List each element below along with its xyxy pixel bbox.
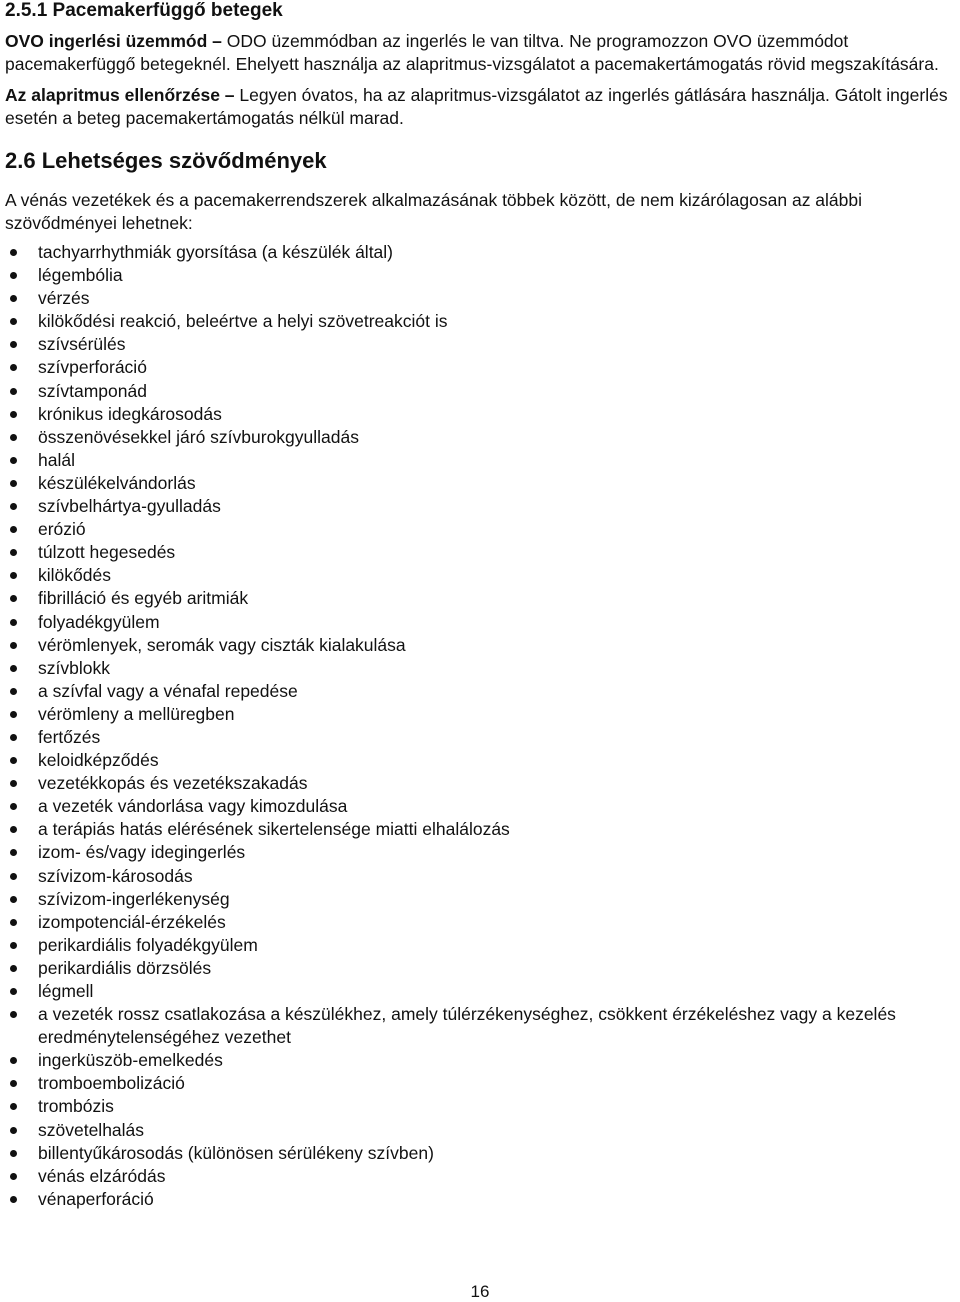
list-item [5,518,957,541]
bullet-icon [10,826,17,833]
list-item-text: szívblokk [38,657,110,678]
bullet-icon [10,572,17,579]
list-item-text: készülékelvándorlás [38,472,196,493]
list-item [5,795,957,818]
list-item-text: túlzott hegesedés [38,542,176,563]
bullet-icon [10,434,17,441]
list-item [5,957,957,980]
section-heading-2-6: 2.6 Lehetséges szövődmények [5,148,327,173]
list-item-text: folyadékgyülem [38,611,160,632]
bullet-icon [10,1173,17,1180]
bullet-icon [10,295,17,302]
list-item-text: vérömleny a mellüregben [38,703,235,724]
paragraph-ovo-mode-text: ODO üzemmódban az ingerlés le van tiltva. Ne programozzon OVO üzemmódot pacemakerfüggő betegeknél. Ehelyett használja az alapritmus-vizsgálatot a pacemakertámogatás rövid megszakítására. [5,31,939,74]
list-item-text: kilökődési reakció, beleértve a helyi szövetreakciót is [38,311,448,332]
document-page [5,0,957,1211]
bullet-icon [10,919,17,926]
list-item [5,772,957,795]
list-item-text: légembólia [38,265,123,286]
list-item [5,611,957,634]
bullet-icon [10,411,17,418]
list-item-text: erózió [38,519,86,540]
bullet-icon [10,388,17,395]
list-item [5,1165,957,1188]
list-item-text: szívbelhártya-gyulladás [38,496,221,517]
list-item-text: a szívfal vagy a vénafal repedése [38,680,298,701]
bullet-icon [10,249,17,256]
list-item-text: tromboembolizáció [38,1073,185,1094]
list-item-text: légmell [38,981,94,1001]
list-item-text: szívtamponád [38,380,147,401]
bullet-icon [10,318,17,325]
bullet-icon [10,988,17,995]
bullet-icon [10,642,17,649]
bullet-icon [10,1150,17,1157]
list-item [5,818,957,841]
list-item-text: a vezeték vándorlása vagy kimozdulása [38,796,348,817]
list-item-text: szövetelhalás [38,1119,145,1140]
list-item [5,934,957,957]
list-item [5,680,957,703]
paragraph-underlying-rhythm-lead: Az alapritmus ellenőrzése – [5,85,235,105]
list-item-text: vezetékkopás és vezetékszakadás [38,773,308,794]
list-item-text: trombózis [38,1096,114,1117]
bullet-icon [10,711,17,718]
list-item-text: keloidképződés [38,750,159,771]
list-item [5,749,957,772]
list-item [5,426,957,449]
bullet-icon [10,457,17,464]
bullet-icon [10,757,17,764]
list-item [5,1188,957,1211]
list-item-text: szívizom-károsodás [38,865,193,886]
bullet-icon [10,873,17,880]
list-item-text: tachyarrhythmiák gyorsítása (a készülék által) [38,242,393,262]
list-item-text: szívperforáció [38,357,147,378]
bullet-icon [10,1057,17,1064]
bullet-icon [10,480,17,487]
list-item [5,310,957,333]
list-item [5,1003,957,1049]
list-item [5,980,957,1003]
complications-intro: A vénás vezetékek és a pacemakerrendszerek alkalmazásának többek között, de nem kizárólagosan az alábbi szövődményei lehetnek: [5,190,863,233]
bullet-icon [10,272,17,279]
bullet-icon [10,1011,17,1018]
list-item-text: összenövésekkel járó szívburokgyulladás [38,426,359,447]
list-item [5,356,957,379]
list-item-text: perikardiális dörzsölés [38,957,212,978]
list-item [5,1049,957,1072]
bullet-icon [10,619,17,626]
bullet-icon [10,734,17,741]
bullet-icon [10,341,17,348]
bullet-icon [10,688,17,695]
list-item-text: vérzés [38,288,90,309]
list-item [5,634,957,657]
bullet-icon [10,1103,17,1110]
list-item [5,888,957,911]
list-item [5,241,957,264]
list-item [5,495,957,518]
bullet-icon [10,595,17,602]
list-item [5,333,957,356]
list-item [5,1142,957,1165]
list-item-text: halál [38,449,75,470]
list-item [5,657,957,680]
list-item [5,911,957,934]
list-item [5,472,957,495]
list-item [5,449,957,472]
list-item-text: vérömlenyek, seromák vagy ciszták kialakulása [38,634,406,655]
list-item-text: izompotenciál-érzékelés [38,911,226,932]
list-item [5,587,957,610]
paragraph-ovo-mode [5,30,957,76]
list-item [5,403,957,426]
list-item [5,841,957,864]
list-item [5,865,957,888]
bullet-icon [10,849,17,856]
bullet-icon [10,942,17,949]
complications-list [5,241,957,1211]
section-heading-2-5-1: 2.5.1 Pacemakerfüggő betegek [5,0,283,21]
list-item [5,380,957,403]
list-item-text: a terápiás hatás elérésének sikertelensége miatti elhalálozás [38,819,510,840]
list-item-text: izom- és/vagy idegingerlés [38,842,246,863]
bullet-icon [10,1080,17,1087]
list-item-text: vénás elzáródás [38,1165,166,1186]
list-item-text: perikardiális folyadékgyülem [38,934,258,955]
list-item [5,264,957,287]
bullet-icon [10,1127,17,1134]
paragraph-ovo-mode-lead: OVO ingerlési üzemmód – [5,31,222,51]
list-item-text: ingerküszöb-emelkedés [38,1050,223,1071]
list-item [5,1119,957,1142]
page-number: 16 [470,1282,490,1301]
list-item-text: szívizom-ingerlékenység [38,888,230,909]
bullet-icon [10,364,17,371]
paragraph-underlying-rhythm-text: Legyen óvatos, ha az alapritmus-vizsgálatot az ingerlés gátlására használja. Gátolt ingerlés esetén a beteg pacemakertámogatás nélkül marad. [5,85,948,128]
bullet-icon [10,503,17,510]
list-item-text: fertőzés [38,726,101,747]
list-item [5,541,957,564]
bullet-icon [10,549,17,556]
list-item [5,1095,957,1118]
list-item [5,564,957,587]
list-item-text: kilökődés [38,565,111,586]
list-item-text: a vezeték rossz csatlakozása a készülékhez, amely túlérzékenységhez, csökkent érzékeléshez vagy a kezelés eredménytelenségéhez vezethet [38,1004,896,1048]
paragraph-underlying-rhythm [5,84,957,130]
list-item-text: vénaperforáció [38,1188,154,1209]
list-item [5,703,957,726]
bullet-icon [10,896,17,903]
bullet-icon [10,780,17,787]
bullet-icon [10,1196,17,1203]
bullet-icon [10,803,17,810]
list-item-text: fibrilláció és egyéb aritmiák [38,588,249,609]
list-item [5,726,957,749]
list-item-text: szívsérülés [38,334,126,355]
list-item [5,287,957,310]
list-item-text: krónikus idegkárosodás [38,403,222,424]
list-item-text: billentyűkárosodás (különösen sérülékeny szívben) [38,1142,434,1163]
list-item [5,1072,957,1095]
bullet-icon [10,526,17,533]
bullet-icon [10,665,17,672]
bullet-icon [10,965,17,972]
